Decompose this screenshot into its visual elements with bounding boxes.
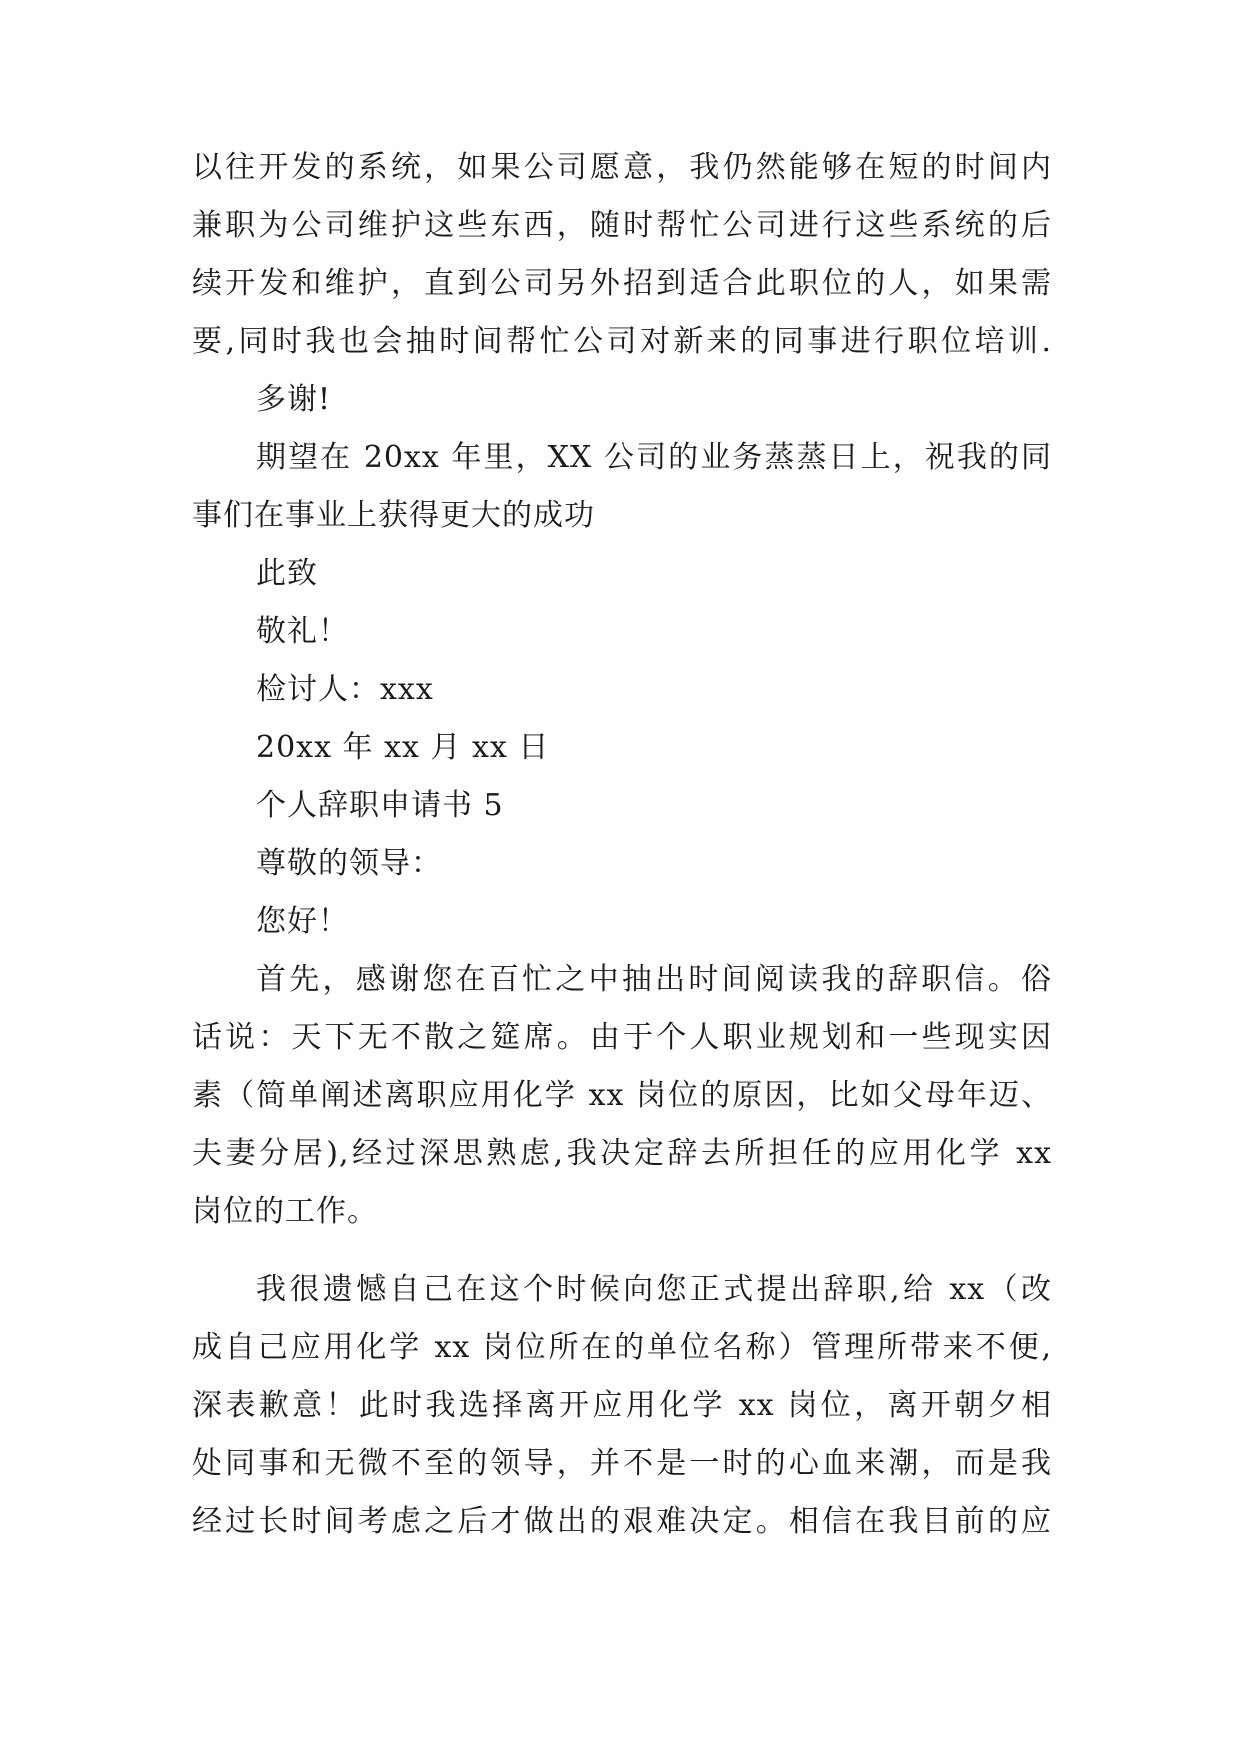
paragraph-line: 处同事和无微不至的领导，并不是一时的心血来潮，而是我 <box>192 1446 1052 1481</box>
greeting-line: 尊敬的领导： <box>256 846 442 881</box>
paragraph-line: 首先，感谢您在百忙之中抽出时间阅读我的辞职信。俗 <box>256 962 1052 997</box>
paragraph-line: 期望在 20xx 年里，XX 公司的业务蒸蒸日上，祝我的同 <box>256 440 1052 475</box>
signature-line: 检讨人：xxx <box>256 672 434 707</box>
closing-regards: 敬礼！ <box>256 614 349 649</box>
date-line: 20xx 年 xx 月 xx 日 <box>256 730 550 765</box>
greeting-line: 您好！ <box>256 904 349 939</box>
paragraph-line: 我很遗憾自己在这个时候向您正式提出辞职,给 xx（改 <box>256 1272 1052 1307</box>
paragraph-line: 成自己应用化学 xx 岗位所在的单位名称）管理所带来不便, <box>192 1330 1052 1365</box>
paragraph-line: 深表歉意！此时我选择离开应用化学 xx 岗位，离开朝夕相 <box>192 1388 1052 1423</box>
paragraph-line: 事们在事业上获得更大的成功 <box>192 498 595 533</box>
paragraph-line: 要,同时我也会抽时间帮忙公司对新来的同事进行职位培训. <box>192 324 1052 359</box>
paragraph-line: 夫妻分居),经过深思熟虑,我决定辞去所担任的应用化学 xx <box>192 1136 1052 1171</box>
paragraph-line: 续开发和维护，直到公司另外招到适合此职位的人，如果需 <box>192 266 1052 301</box>
paragraph-line: 经过长时间考虑之后才做出的艰难决定。相信在我目前的应 <box>192 1504 1052 1539</box>
paragraph-line: 岗位的工作。 <box>192 1194 378 1229</box>
closing-salutation: 此致 <box>256 556 318 591</box>
thanks-line: 多谢! <box>256 382 332 417</box>
paragraph-line: 素（简单阐述离职应用化学 xx 岗位的原因，比如父母年迈、 <box>192 1078 1052 1113</box>
paragraph-line: 兼职为公司维护这些东西，随时帮忙公司进行这些系统的后 <box>192 208 1052 243</box>
paragraph-line: 话说：天下无不散之筵席。由于个人职业规划和一些现实因 <box>192 1020 1052 1055</box>
paragraph-line: 以往开发的系统，如果公司愿意，我仍然能够在短的时间内 <box>192 150 1052 185</box>
section-title: 个人辞职申请书 5 <box>256 788 504 823</box>
